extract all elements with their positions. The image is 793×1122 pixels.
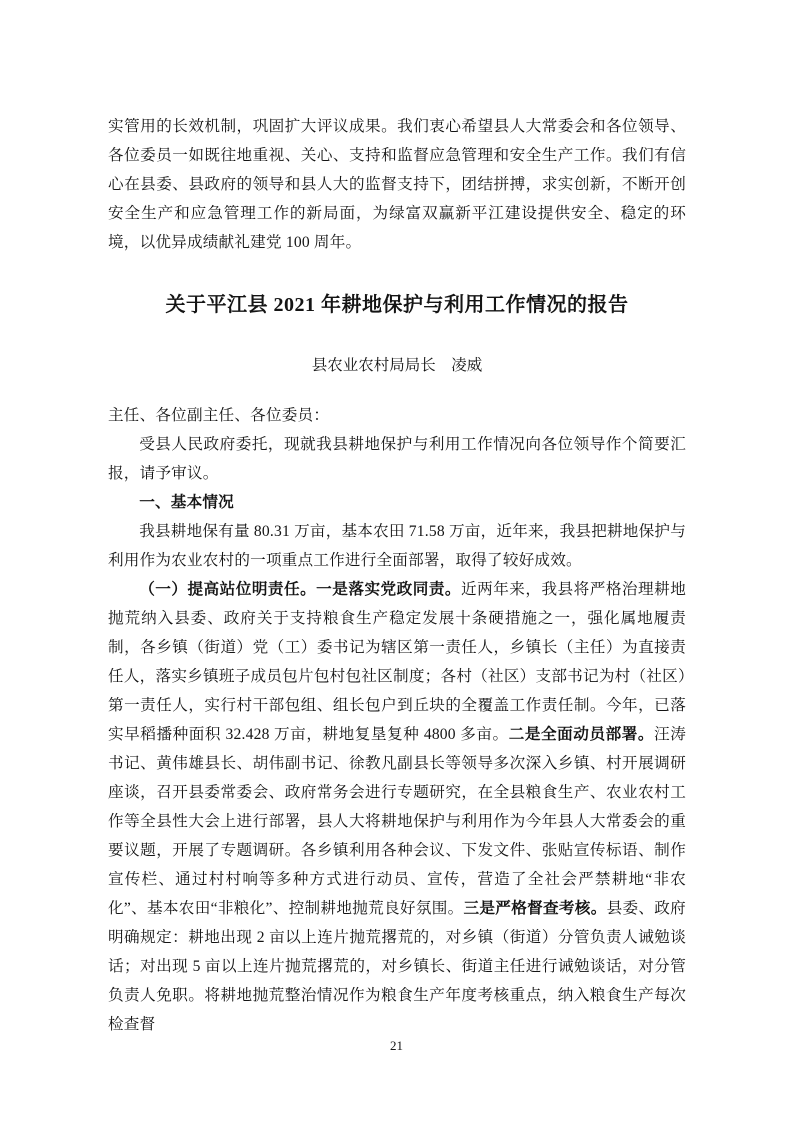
text-run: 县委、政府明确规定：耕地出现 2 亩以上连片抛荒撂荒的，对乡镇（街道）分管负责人诫勉谈话；对出现 5 亩以上连片抛荒撂荒的，对乡镇长、街道主任进行诫勉谈话，对分管负责人免职。将耕地抛荒整治情况作为粮食生产年度考核重点，纳入粮食生产每次检查督 — [108, 900, 686, 1033]
body-paragraph — [108, 488, 686, 517]
bold-run: 一、基本情况 — [139, 494, 234, 511]
bold-run: 三是严格督查考核。 — [463, 900, 607, 917]
text-run: 汪涛书记、黄伟雄县长、胡伟副书记、徐教凡副县长等领导多次深入乡镇、村开展调研座谈，召开县委常委会、政府常务会进行专题研究，在全县粮食生产、农业农村工作等全县性大会上进行部署，县人大将耕地保护与利用作为今年县人大常委会的重要议题，开展了专题调研。各乡镇利用各种会议、下发文件、张贴宣传标语、制作宣传栏、通过村村响等多种方式进行动员、宣传，营造了全社会严禁耕地“非农化”、基本农田“非粮化”、控制耕地抛荒良好氛围。 — [108, 726, 686, 917]
page-number: 21 — [390, 1038, 403, 1053]
text-run: 近两年来，我县将严格治理耕地抛荒纳入县委、政府关于支持粮食生产稳定发展十条硬措施之一，强化属地履责制，各乡镇（街道）党（工）委书记为辖区第一责任人，乡镇长（主任）为直接责任人，落实乡镇班子成员包片包村包社区制度；各村（社区）支部书记为村（社区）第一责任人，实行村干部包组、组长包户到丘块的全覆盖工作责任制。今年，已落实早稻播种面积 32.428 万亩，耕地复垦复种 4800 多亩。 — [108, 581, 686, 743]
text-run: 受县人民政府委托，现就我县耕地保护与利用工作情况向各位领导作个简要汇报，请予审议。 — [108, 436, 686, 482]
bold-run: 二是全面动员部署。 — [508, 726, 655, 743]
body-paragraph — [108, 517, 686, 575]
body-paragraph — [108, 430, 686, 488]
author-line: 县农业农村局局长 凌威 — [311, 357, 483, 374]
bold-run: （一）提高站位明责任。一是落实党政同责。 — [139, 581, 462, 598]
body-paragraph — [108, 575, 686, 1039]
document-title: 关于平江县 2021 年耕地保护与利用工作情况的报告 — [165, 294, 629, 316]
document-content — [108, 112, 686, 1039]
text-run: 我县耕地保有量 80.31 万亩，基本农田 71.58 万亩，近年来，我县把耕地保护与利用作为农业农村的一项重点工作进行全面部署，取得了较好成效。 — [108, 523, 686, 569]
body-paragraph — [108, 401, 686, 430]
text-run: 主任、各位副主任、各位委员： — [108, 407, 330, 424]
intro-paragraph: 实管用的长效机制，巩固扩大评议成果。我们衷心希望县人大常委会和各位领导、各位委员一如既往地重视、关心、支持和监督应急管理和安全生产工作。我们有信心在县委、县政府的领导和县人大的监督支持下，团结拼搏，求实创新，不断开创安全生产和应急管理工作的新局面，为绿富双赢新平江建设提供安全、稳定的环境，以优异成绩献礼建党 100 周年。 — [108, 118, 686, 251]
document-body — [108, 401, 686, 1039]
